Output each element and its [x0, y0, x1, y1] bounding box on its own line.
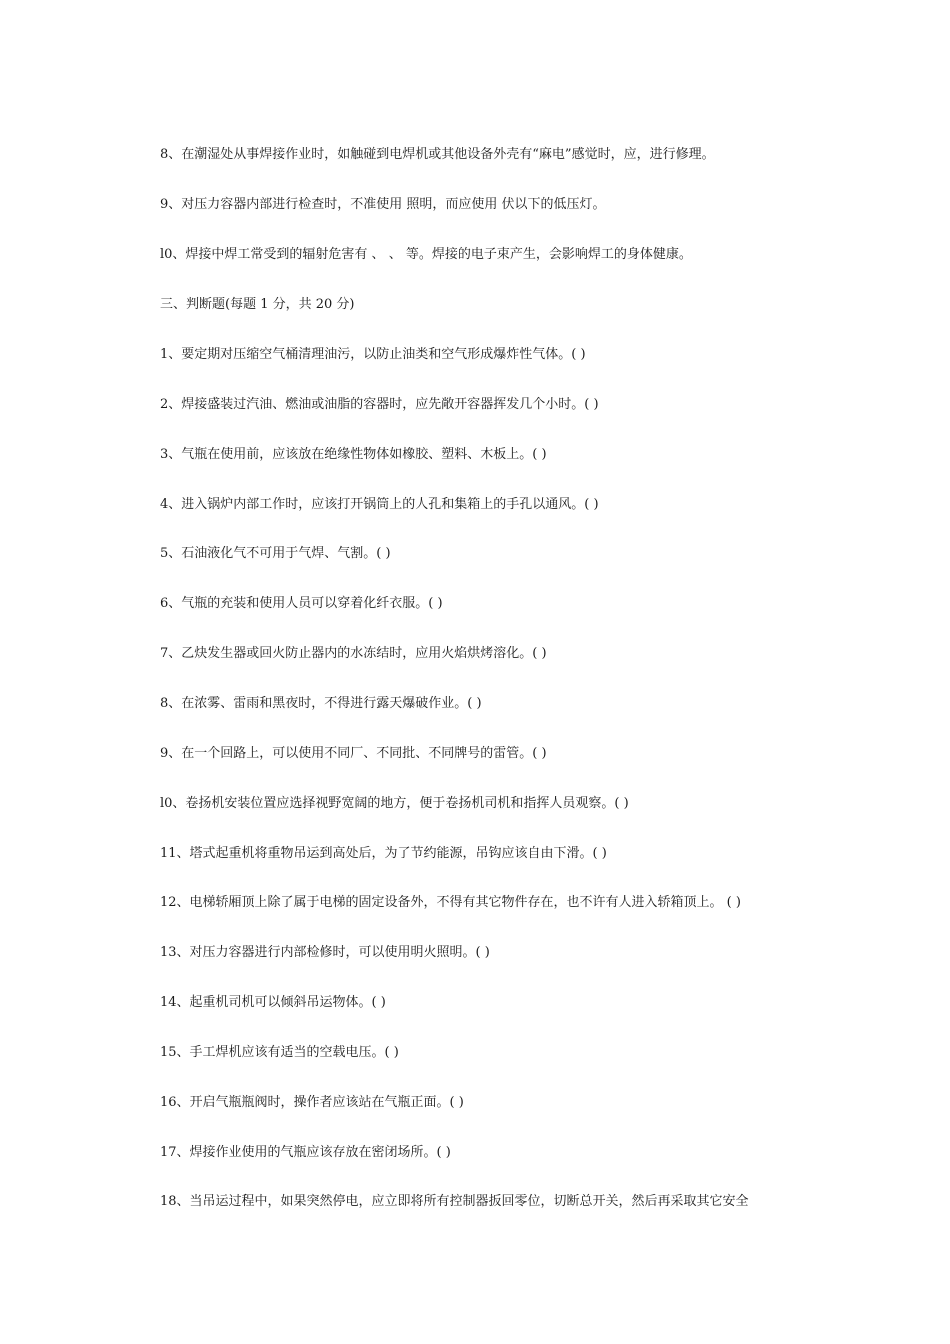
- judgment-item-6: 6、气瓶的充装和使用人员可以穿着化纤衣服。( ): [160, 596, 443, 611]
- section-heading-judgment: 三、判断题(每题 1 分，共 20 分): [160, 297, 355, 312]
- judgment-item-16: 16、开启气瓶瓶阀时，操作者应该站在气瓶正面。( ): [160, 1095, 464, 1110]
- judgment-item-11: 11、塔式起重机将重物吊运到高处后，为了节约能源，吊钩应该自由下滑。( ): [160, 846, 607, 861]
- judgment-item-4: 4、进入锅炉内部工作时，应该打开锅筒上的人孔和集箱上的手孔以通风。( ): [160, 497, 599, 512]
- judgment-item-8: 8、在浓雾、雷雨和黑夜时，不得进行露天爆破作业。( ): [160, 696, 482, 711]
- question-9-fill-blank: 9、对压力容器内部进行检查时，不准使用 照明，而应使用 伏以下的低压灯。: [160, 197, 606, 212]
- question-10-fill-blank: l0、焊接中焊工常受到的辐射危害有 、 、 等。焊接的电子束产生，会影响焊工的身体健康。: [160, 247, 692, 262]
- judgment-item-5: 5、石油液化气不可用于气焊、气割。( ): [160, 546, 391, 561]
- judgment-item-3: 3、气瓶在使用前，应该放在绝缘性物体如橡胶、塑料、木板上。( ): [160, 447, 547, 462]
- judgment-item-18: 18、当吊运过程中，如果突然停电，应立即将所有控制器扳回零位，切断总开关，然后再采取其它安全: [160, 1194, 749, 1209]
- judgment-item-15: 15、手工焊机应该有适当的空载电压。( ): [160, 1045, 399, 1060]
- judgment-item-1: 1、要定期对压缩空气桶清理油污，以防止油类和空气形成爆炸性气体。( ): [160, 347, 586, 362]
- judgment-item-10: l0、卷扬机安装位置应选择视野宽阔的地方，便于卷扬机司机和指挥人员观察。( ): [160, 796, 629, 811]
- judgment-item-2: 2、焊接盛装过汽油、燃油或油脂的容器时，应先敞开容器挥发几个小时。( ): [160, 397, 599, 412]
- judgment-item-9: 9、在一个回路上，可以使用不同厂、不同批、不同牌号的雷管。( ): [160, 746, 547, 761]
- judgment-item-12: 12、电梯轿厢顶上除了属于电梯的固定设备外，不得有其它物件存在，也不许有人进入轿箱顶上。 ( ): [160, 895, 741, 910]
- judgment-item-13: 13、对压力容器进行内部检修时，可以使用明火照明。( ): [160, 945, 490, 960]
- judgment-item-7: 7、乙炔发生器或回火防止器内的水冻结时，应用火焰烘烤溶化。( ): [160, 646, 547, 661]
- judgment-item-14: 14、起重机司机可以倾斜吊运物体。( ): [160, 995, 386, 1010]
- question-8-fill-blank: 8、在潮湿处从事焊接作业时，如触碰到电焊机或其他设备外壳有“麻电”感觉时，应，进行修理。: [160, 147, 715, 162]
- judgment-item-17: 17、焊接作业使用的气瓶应该存放在密闭场所。( ): [160, 1145, 451, 1160]
